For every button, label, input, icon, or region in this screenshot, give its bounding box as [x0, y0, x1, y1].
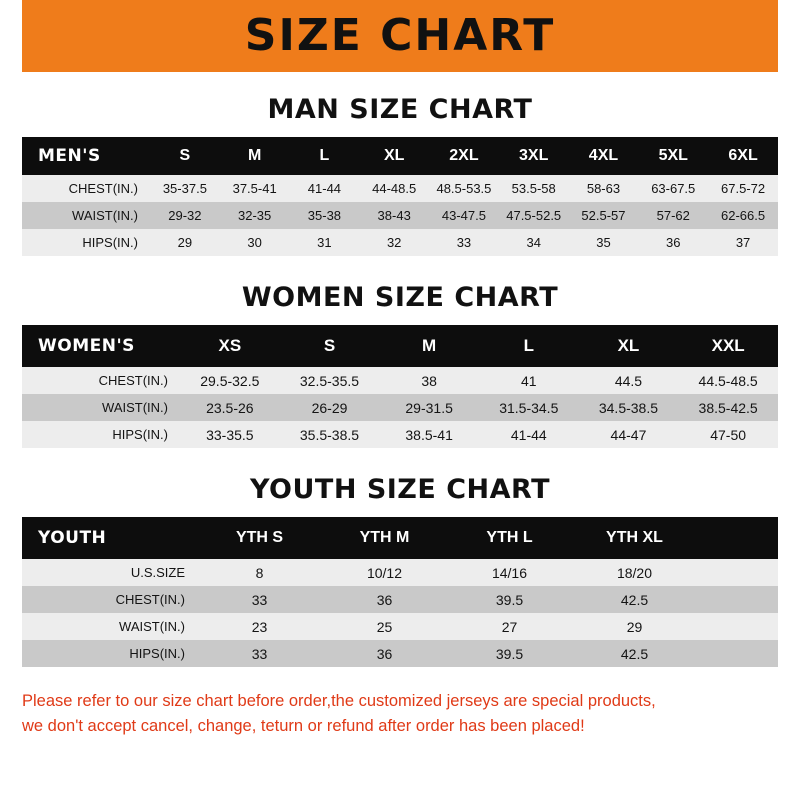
man-col-0: S: [150, 137, 220, 175]
youth-col-2: YTH L: [447, 517, 572, 559]
man-cell-1-2: 35-38: [290, 202, 360, 229]
man-col-1: M: [220, 137, 290, 175]
youth-cell-1-3: 42.5: [572, 586, 697, 613]
table-row: [22, 640, 778, 667]
women-section-title: WOMEN SIZE CHART: [241, 282, 559, 313]
youth-row-2-label: WAIST(IN.): [22, 613, 197, 640]
man-cell-0-8: 67.5-72: [708, 175, 778, 202]
table-row: [22, 421, 778, 448]
women-cell-1-3: 31.5-34.5: [479, 394, 579, 421]
women-cell-2-3: 41-44: [479, 421, 579, 448]
youth-cell-3-1: 36: [322, 640, 447, 667]
man-section-title: MAN SIZE CHART: [267, 94, 533, 125]
man-row-1-label: WAIST(IN.): [22, 202, 150, 229]
man-cell-1-6: 52.5-57: [569, 202, 639, 229]
man-cell-2-5: 34: [499, 229, 569, 256]
man-row-0-label: CHEST(IN.): [22, 175, 150, 202]
man-row-2-label: HIPS(IN.): [22, 229, 150, 256]
order-notice-line-1: Please refer to our size chart before order,the customized jerseys are special products,: [22, 692, 656, 710]
youth-size-table: [22, 517, 778, 667]
table-row: [22, 229, 778, 256]
youth-cell-0-1: 10/12: [322, 559, 447, 586]
youth-cell-3-3: 42.5: [572, 640, 697, 667]
youth-cell-3-0: 33: [197, 640, 322, 667]
man-header-label: MEN'S: [22, 137, 150, 175]
women-row-2-label: HIPS(IN.): [22, 421, 180, 448]
women-size-table: [22, 325, 778, 448]
women-cell-2-0: 33-35.5: [180, 421, 280, 448]
content-area: [0, 94, 800, 739]
man-cell-0-0: 35-37.5: [150, 175, 220, 202]
youth-cell-3-spacer: [697, 640, 778, 667]
youth-col-0: YTH S: [197, 517, 322, 559]
man-cell-0-3: 44-48.5: [359, 175, 429, 202]
table-header-row: [22, 137, 778, 175]
youth-row-0-label: U.S.SIZE: [22, 559, 197, 586]
women-cell-0-1: 32.5-35.5: [280, 367, 380, 394]
women-cell-2-2: 38.5-41: [379, 421, 479, 448]
man-col-3: XL: [359, 137, 429, 175]
man-cell-1-5: 47.5-52.5: [499, 202, 569, 229]
table-row: [22, 367, 778, 394]
man-col-7: 5XL: [638, 137, 708, 175]
youth-section-title: YOUTH SIZE CHART: [249, 474, 551, 505]
youth-cell-1-2: 39.5: [447, 586, 572, 613]
man-cell-2-2: 31: [290, 229, 360, 256]
youth-col-1: YTH M: [322, 517, 447, 559]
women-cell-0-3: 41: [479, 367, 579, 394]
women-header-label: WOMEN'S: [22, 325, 180, 367]
table-row: [22, 559, 778, 586]
man-cell-1-7: 57-62: [638, 202, 708, 229]
man-size-table: [22, 137, 778, 256]
man-cell-0-4: 48.5-53.5: [429, 175, 499, 202]
man-cell-2-4: 33: [429, 229, 499, 256]
women-cell-2-1: 35.5-38.5: [280, 421, 380, 448]
youth-table-body: [22, 559, 778, 667]
women-cell-1-0: 23.5-26: [180, 394, 280, 421]
youth-cell-1-1: 36: [322, 586, 447, 613]
man-cell-2-0: 29: [150, 229, 220, 256]
women-row-1-label: WAIST(IN.): [22, 394, 180, 421]
man-cell-1-4: 43-47.5: [429, 202, 499, 229]
women-table-body: [22, 367, 778, 448]
man-cell-1-3: 38-43: [359, 202, 429, 229]
women-table-head: [22, 325, 778, 367]
table-header-row: [22, 517, 778, 559]
table-header-row: [22, 325, 778, 367]
man-col-6: 4XL: [569, 137, 639, 175]
man-col-4: 2XL: [429, 137, 499, 175]
man-table-body: [22, 175, 778, 256]
header-band: [0, 0, 800, 72]
youth-table-head: [22, 517, 778, 559]
youth-cell-2-3: 29: [572, 613, 697, 640]
youth-cell-0-2: 14/16: [447, 559, 572, 586]
women-cell-1-2: 29-31.5: [379, 394, 479, 421]
youth-cell-2-spacer: [697, 613, 778, 640]
youth-cell-2-1: 25: [322, 613, 447, 640]
table-row: [22, 586, 778, 613]
youth-cell-1-spacer: [697, 586, 778, 613]
page-title: SIZE CHART: [244, 10, 556, 61]
table-row: [22, 202, 778, 229]
youth-cell-2-0: 23: [197, 613, 322, 640]
women-cell-1-5: 38.5-42.5: [678, 394, 778, 421]
man-cell-2-7: 36: [638, 229, 708, 256]
youth-row-1-label: CHEST(IN.): [22, 586, 197, 613]
man-cell-0-2: 41-44: [290, 175, 360, 202]
women-cell-1-1: 26-29: [280, 394, 380, 421]
man-cell-1-0: 29-32: [150, 202, 220, 229]
women-col-0: XS: [180, 325, 280, 367]
man-col-5: 3XL: [499, 137, 569, 175]
women-col-1: S: [280, 325, 380, 367]
man-cell-0-6: 58-63: [569, 175, 639, 202]
man-cell-2-1: 30: [220, 229, 290, 256]
women-cell-0-4: 44.5: [579, 367, 679, 394]
women-cell-1-4: 34.5-38.5: [579, 394, 679, 421]
order-notice-line-2: we don't accept cancel, change, teturn or refund after order has been placed!: [22, 716, 585, 735]
youth-row-3-label: HIPS(IN.): [22, 640, 197, 667]
youth-col-spacer: [697, 517, 778, 559]
table-row: [22, 613, 778, 640]
youth-cell-1-0: 33: [197, 586, 322, 613]
man-cell-2-8: 37: [708, 229, 778, 256]
youth-cell-0-0: 8: [197, 559, 322, 586]
youth-cell-3-2: 39.5: [447, 640, 572, 667]
table-row: [22, 394, 778, 421]
man-cell-1-8: 62-66.5: [708, 202, 778, 229]
women-col-2: M: [379, 325, 479, 367]
order-notice: [22, 689, 778, 739]
women-cell-2-4: 44-47: [579, 421, 679, 448]
man-col-8: 6XL: [708, 137, 778, 175]
man-cell-0-5: 53.5-58: [499, 175, 569, 202]
youth-cell-2-2: 27: [447, 613, 572, 640]
women-cell-0-2: 38: [379, 367, 479, 394]
youth-header-label: YOUTH: [22, 517, 197, 559]
man-table-head: [22, 137, 778, 175]
man-cell-1-1: 32-35: [220, 202, 290, 229]
youth-cell-0-spacer: [697, 559, 778, 586]
table-row: [22, 175, 778, 202]
women-cell-0-0: 29.5-32.5: [180, 367, 280, 394]
man-cell-2-3: 32: [359, 229, 429, 256]
man-cell-2-6: 35: [569, 229, 639, 256]
man-cell-0-1: 37.5-41: [220, 175, 290, 202]
women-row-0-label: CHEST(IN.): [22, 367, 180, 394]
youth-col-3: YTH XL: [572, 517, 697, 559]
youth-cell-0-3: 18/20: [572, 559, 697, 586]
women-cell-0-5: 44.5-48.5: [678, 367, 778, 394]
women-col-5: XXL: [678, 325, 778, 367]
women-col-4: XL: [579, 325, 679, 367]
women-cell-2-5: 47-50: [678, 421, 778, 448]
man-col-2: L: [290, 137, 360, 175]
women-col-3: L: [479, 325, 579, 367]
man-cell-0-7: 63-67.5: [638, 175, 708, 202]
